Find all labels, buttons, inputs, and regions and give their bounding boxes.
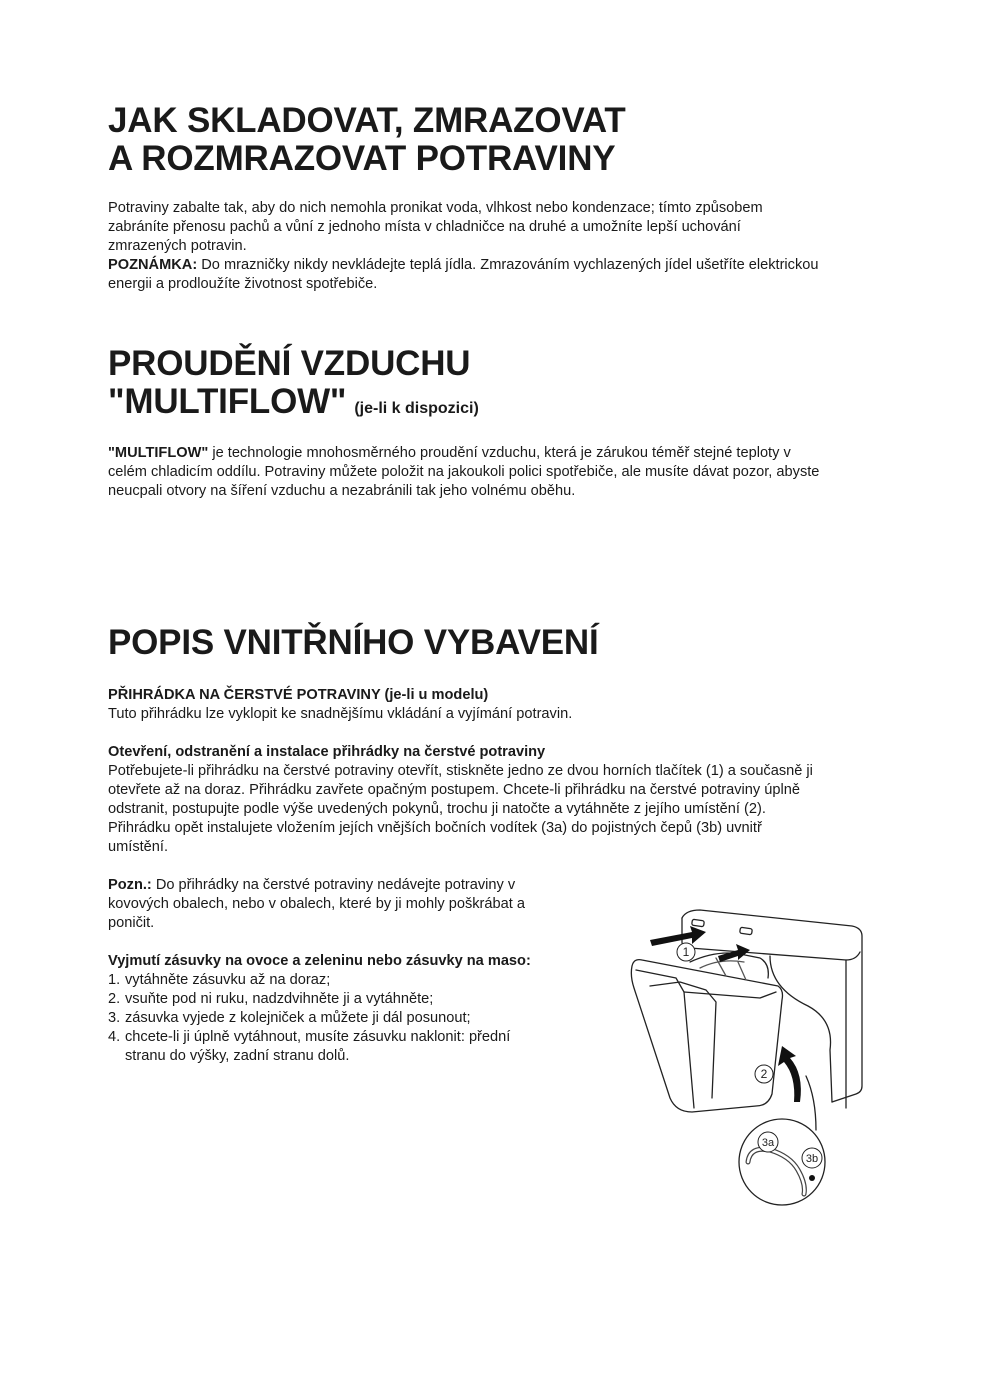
step-number: 4.	[108, 1029, 121, 1045]
crisper-illustration	[620, 898, 868, 1228]
drawer-body	[631, 960, 782, 1112]
section1-title-line1: JAK SKLADOVAT, ZMRAZOVAT	[108, 101, 626, 140]
section2-title-line2-wrap	[108, 383, 479, 428]
section1-paragraph	[108, 199, 819, 294]
arrow-2	[778, 1046, 801, 1102]
step-text: stranu do výšky, zadní stranu dolů.	[125, 1048, 350, 1064]
text-line: zabráníte přenosu pachů a vůní z jednoho místa v chladničce na druhé a umožníte lepší uchování	[108, 219, 741, 235]
label-3b: 3b	[805, 1153, 819, 1165]
section2-title-line2: "MULTIFLOW"	[108, 382, 347, 421]
step-text: zásuvka vyjede z kolejniček a můžete ji dál posunout;	[125, 1010, 471, 1026]
section3-title: POPIS VNITŘNÍHO VYBAVENÍ	[108, 623, 599, 662]
text-line: neucpali otvory na šíření vzduchu a nezabránili tak jeho volnému oběhu.	[108, 483, 576, 499]
note-line	[108, 256, 819, 275]
text-fragment: je technologie mnohosměrného proudění vzduchu, která je zárukou téměř stejné teploty v	[208, 445, 791, 461]
text-line: celém chladicím oddílu. Potraviny můžete položit na jakoukoli polici spotřebiče, ale musíte dávat pozor, abyste	[108, 464, 820, 480]
label-2: 2	[760, 1067, 768, 1081]
subheading-crisper	[108, 686, 813, 705]
text-line: Potřebujete-li přihrádku na čerstvé potraviny otevřít, stiskněte jedno ze dvou horních tlačítek (1) a současně ji	[108, 763, 813, 779]
step-text: vytáhněte zásuvku až na doraz;	[125, 972, 331, 988]
leader-line	[806, 1076, 816, 1130]
text-fragment: Do přihrádky na čerstvé potraviny nedávejte potraviny v	[151, 877, 516, 893]
pin-3b	[809, 1175, 815, 1181]
step-text: vsuňte pod ni ruku, nadzdvihněte ji a vytáhněte;	[125, 991, 434, 1007]
subheading-text: Otevření, odstranění a instalace přihrádky na čerstvé potraviny	[108, 744, 546, 760]
section2-title-suffix: (je-li k dispozici)	[354, 400, 479, 417]
text-line: Přihrádku opět instalujete vložením jejích vnějších bočních vodítek (3a) do pojistných čepů (3b) uvnitř	[108, 820, 762, 836]
text-line: Tuto přihrádku lze vyklopit ke snadnějšímu vkládání a vyjímání potravin.	[108, 706, 573, 722]
subheading-text: PŘIHRÁDKA NA ČERSTVÉ POTRAVINY (je-li u modelu)	[108, 687, 489, 703]
section1-title	[108, 102, 626, 178]
label-1: 1	[682, 945, 690, 959]
text-line: Potraviny zabalte tak, aby do nich nemohla pronikat voda, vlhkost nebo kondenzace; tímto způsobem	[108, 200, 763, 216]
subheading-open-remove	[108, 743, 813, 762]
text-line: poničit.	[108, 915, 155, 931]
section2-paragraph	[108, 444, 819, 501]
section2-title-line1: PROUDĚNÍ VZDUCHU	[108, 344, 471, 383]
label-3a: 3a	[761, 1137, 775, 1149]
text-line: zmrazených potravin.	[108, 238, 247, 254]
arrow-1a	[650, 926, 706, 946]
text-line	[108, 444, 819, 463]
step-text: chcete-li ji úplně vytáhnout, musíte zásuvku naklonit: přední	[125, 1029, 511, 1045]
button-left	[692, 919, 705, 927]
section2-title	[108, 345, 479, 428]
pozn-label: Pozn.:	[108, 877, 152, 893]
button-right	[740, 927, 753, 935]
step-number: 3.	[108, 1010, 121, 1026]
text-line: kovových obalech, nebo v obalech, které by ji mohly poškrábat a	[108, 896, 525, 912]
pozn-line	[108, 876, 813, 895]
section1-title-line2: A ROZMRAZOVAT POTRAVINY	[108, 139, 616, 178]
text-line: umístění.	[108, 839, 169, 855]
subheading-text: Vyjmutí zásuvky na ovoce a zeleninu nebo zásuvky na maso:	[108, 953, 531, 969]
note-label: POZNÁMKA:	[108, 257, 198, 273]
text-line: otevřete až na doraz. Přihrádku zavřete opačným postupem. Chcete-li přihrádku na čerstvé potraviny úplně	[108, 782, 800, 798]
multiflow-label: "MULTIFLOW"	[108, 445, 209, 461]
text-line: energii a prodloužíte životnost spotřebiče.	[108, 276, 378, 292]
text-line: odstranit, postupujte podle výše uvedených pokynů, trochu ji natočte a vytáhněte z jejího umístění (2).	[108, 801, 766, 817]
step-number: 2.	[108, 991, 121, 1007]
note-text: Do mrazničky nikdy nevkládejte teplá jídla. Zmrazováním vychlazených jídel ušetříte elektrickou	[197, 257, 819, 273]
step-number: 1.	[108, 972, 121, 988]
